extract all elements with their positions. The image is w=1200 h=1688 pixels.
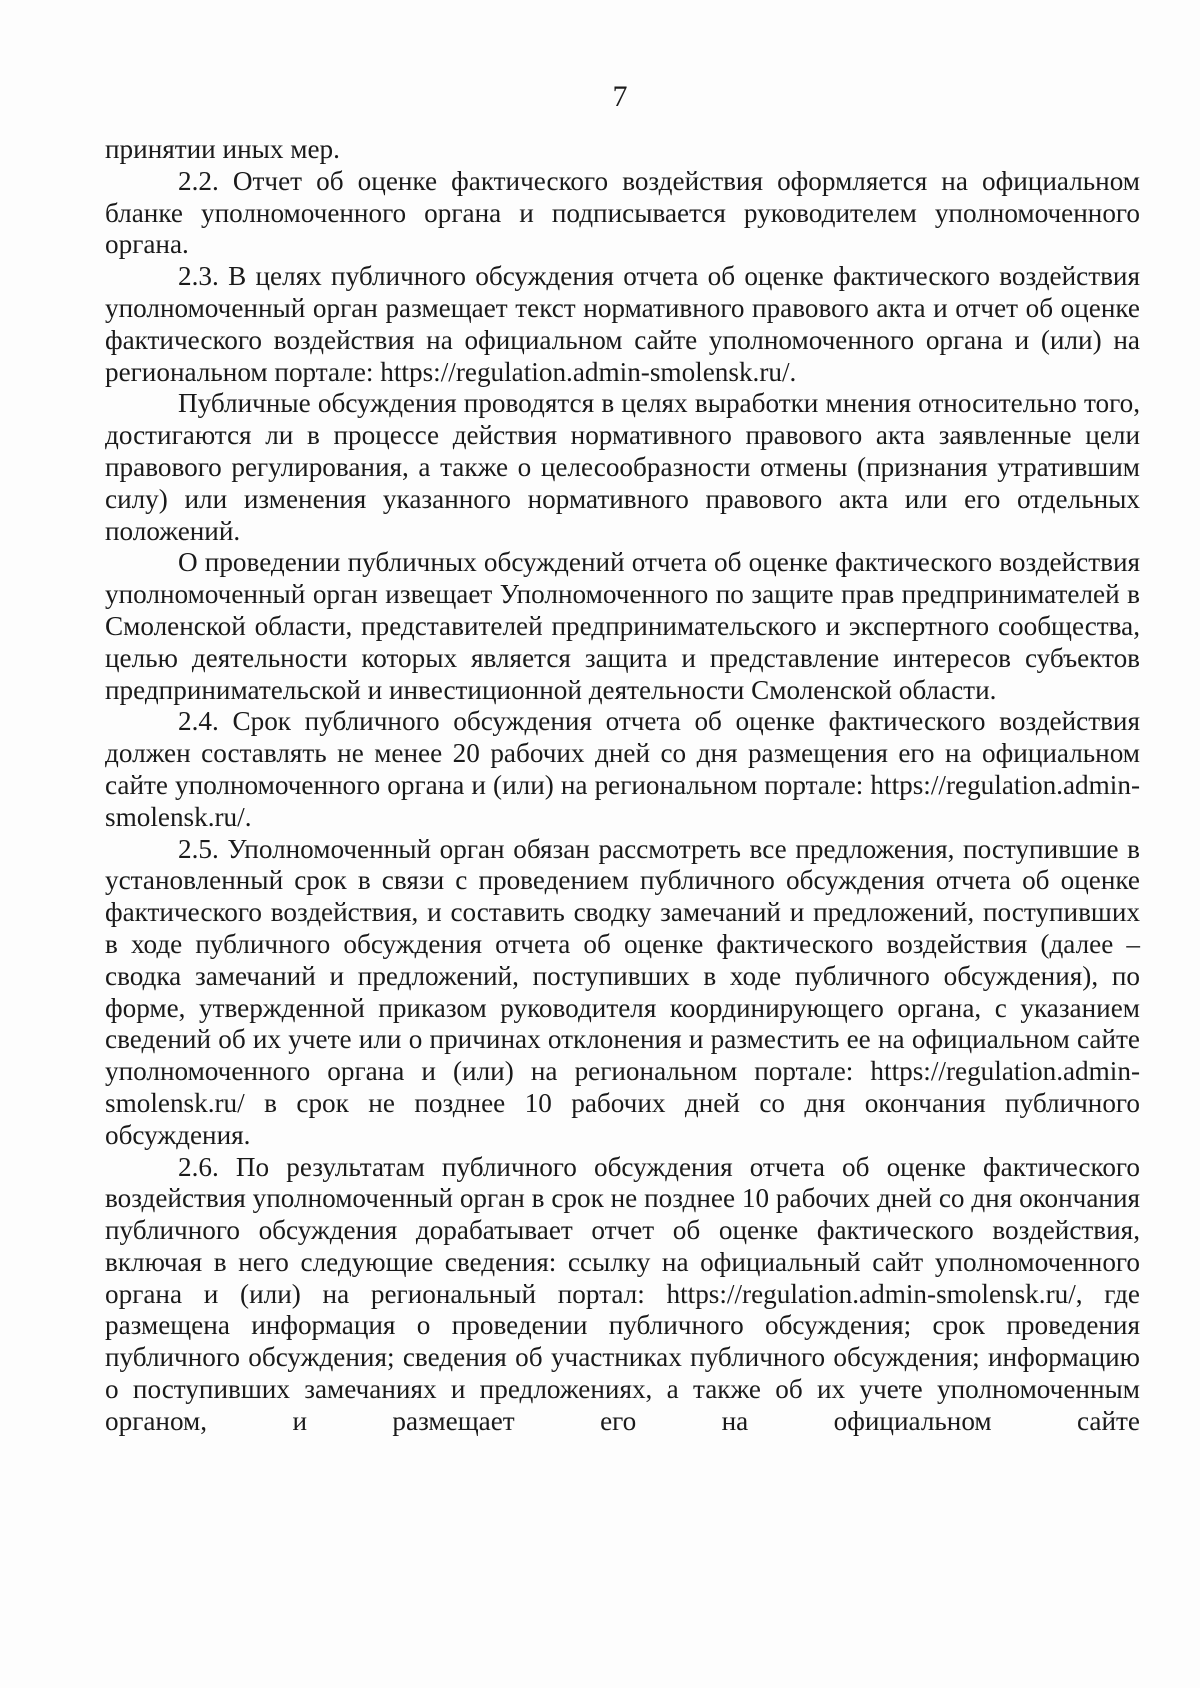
paragraph-2-5: 2.5. Уполномоченный орган обязан рассмотреть все предложения, поступившие в установленный срок в связи с проведением публичного обсуждения отчета об оценке фактического воздействия, и составить сводку замечаний и предложений, поступивших в ходе публичного обсуждения отчета об оценке фактического воздействия (далее – сводка замечаний и предложений, поступивших в ходе публичного обсуждения), по форме, утвержденной приказом руководителя координирующего органа, с указанием сведений об их учете или о причинах отклонения и разместить ее на официальном сайте уполномоченного органа и (или) на региональном портале: https://regulation.admin-smolensk.ru/ в срок не позднее 10 рабочих дней со дня окончания публичного обсуждения. (105, 833, 1140, 1150)
paragraph-2-4: 2.4. Срок публичного обсуждения отчета об оценке фактического воздействия должен составлять не менее 20 рабочих дней со дня размещения его на официальном сайте уполномоченного органа и (или) на региональном портале: https://regulation.admin-smolensk.ru/. (105, 706, 1140, 832)
paragraph-2-6: 2.6. По результатам публичного обсуждения отчета об оценке фактического воздействия уполномоченный орган в срок не позднее 10 рабочих дней со дня окончания публичного обсуждения дорабатывает отчет об оценке фактического воздействия, включая в него следующие сведения: ссылку на официальный сайт уполномоченного органа и (или) на региональный портал: https://regulation.admin-smolensk.ru/, где размещена информация о проведении публичного обсуждения; срок проведения публичного обсуждения; сведения об участниках публичного обсуждения; информацию о поступивших замечаниях и предложениях, а также об их учете уполномоченным органом, и размещает его на официальном сайте (105, 1151, 1140, 1436)
document-body (105, 134, 1140, 1438)
paragraph-public-discussion-purpose: Публичные обсуждения проводятся в целях выработки мнения относительно того, достигаются ли в процессе действия нормативного правового акта заявленные цели правового регулирования, а также о целесообразности отмены (признания утратившим силу) или изменения указанного нормативного правового акта или его отдельных положений. (105, 388, 1140, 546)
paragraph-2-3: 2.3. В целях публичного обсуждения отчета об оценке фактического воздействия уполномоченный орган размещает текст нормативного правового акта и отчет об оценке фактического воздействия на официальном сайте уполномоченного органа и (или) на региональном портале: https://regulation.admin-smolensk.ru/. (105, 261, 1140, 387)
paragraph-continuation: принятии иных мер. (105, 134, 340, 164)
paragraph-2-2: 2.2. Отчет об оценке фактического воздействия оформляется на официальном бланке уполномоченного органа и подписывается руководителем уполномоченного органа. (105, 165, 1140, 260)
page-number: 7 (612, 80, 628, 113)
paragraph-notification: О проведении публичных обсуждений отчета об оценке фактического воздействия уполномоченный орган извещает Уполномоченного по защите прав предпринимателей в Смоленской области, представителей предпринимательского и экспертного сообщества, целью деятельности которых является защита и представление интересов субъектов предпринимательской и инвестиционной деятельности Смоленской области. (105, 547, 1140, 705)
